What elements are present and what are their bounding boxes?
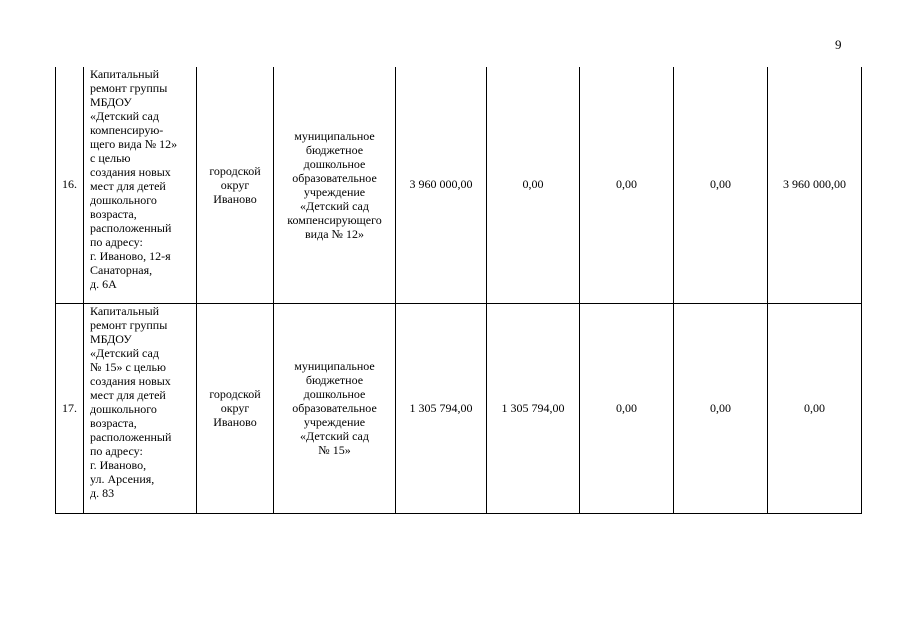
value-col-5: 0,00: [768, 303, 862, 513]
value-col-4: 0,00: [674, 67, 768, 303]
value-col-2: 1 305 794,00: [487, 303, 580, 513]
row-number: 16.: [56, 67, 84, 303]
budget-table: [55, 67, 862, 514]
project-name: Капитальный ремонт группы МБДОУ «Детский сад компенсирую- щего вида № 12» с целью создания новых мест для детей дошкольного возраста, расположенный по адресу: г. Иваново, 12-я Санаторная, д. 6А: [90, 67, 178, 291]
value-col-3: 0,00: [580, 67, 674, 303]
project-name: Капитальный ремонт группы МБДОУ «Детский сад № 15» с целью создания новых мест для детей дошкольного возраста, расположенный по адресу: г. Иваново, ул. Арсения, д. 83: [90, 303, 172, 500]
value-total: 3 960 000,00: [396, 67, 487, 303]
project-name-cell: [84, 67, 197, 303]
district: городской округ Иваново: [209, 163, 261, 206]
page-number: 9: [835, 37, 842, 52]
value-col-5: 3 960 000,00: [768, 67, 862, 303]
row-number: 17.: [56, 303, 84, 513]
table-row: [56, 303, 862, 513]
institution: муниципальное бюджетное дошкольное образовательное учреждение «Детский сад компенсирующего вида № 12»: [287, 128, 382, 241]
table-row: [56, 67, 862, 303]
value-col-3: 0,00: [580, 303, 674, 513]
institution-cell: [274, 303, 396, 513]
value-total: 1 305 794,00: [396, 303, 487, 513]
district-cell: [197, 303, 274, 513]
project-name-cell: [84, 303, 197, 513]
institution-cell: [274, 67, 396, 303]
value-col-4: 0,00: [674, 303, 768, 513]
district: городской округ Иваново: [209, 387, 261, 429]
district-cell: [197, 67, 274, 303]
institution: муниципальное бюджетное дошкольное образовательное учреждение «Детский сад № 15»: [292, 359, 377, 457]
value-col-2: 0,00: [487, 67, 580, 303]
